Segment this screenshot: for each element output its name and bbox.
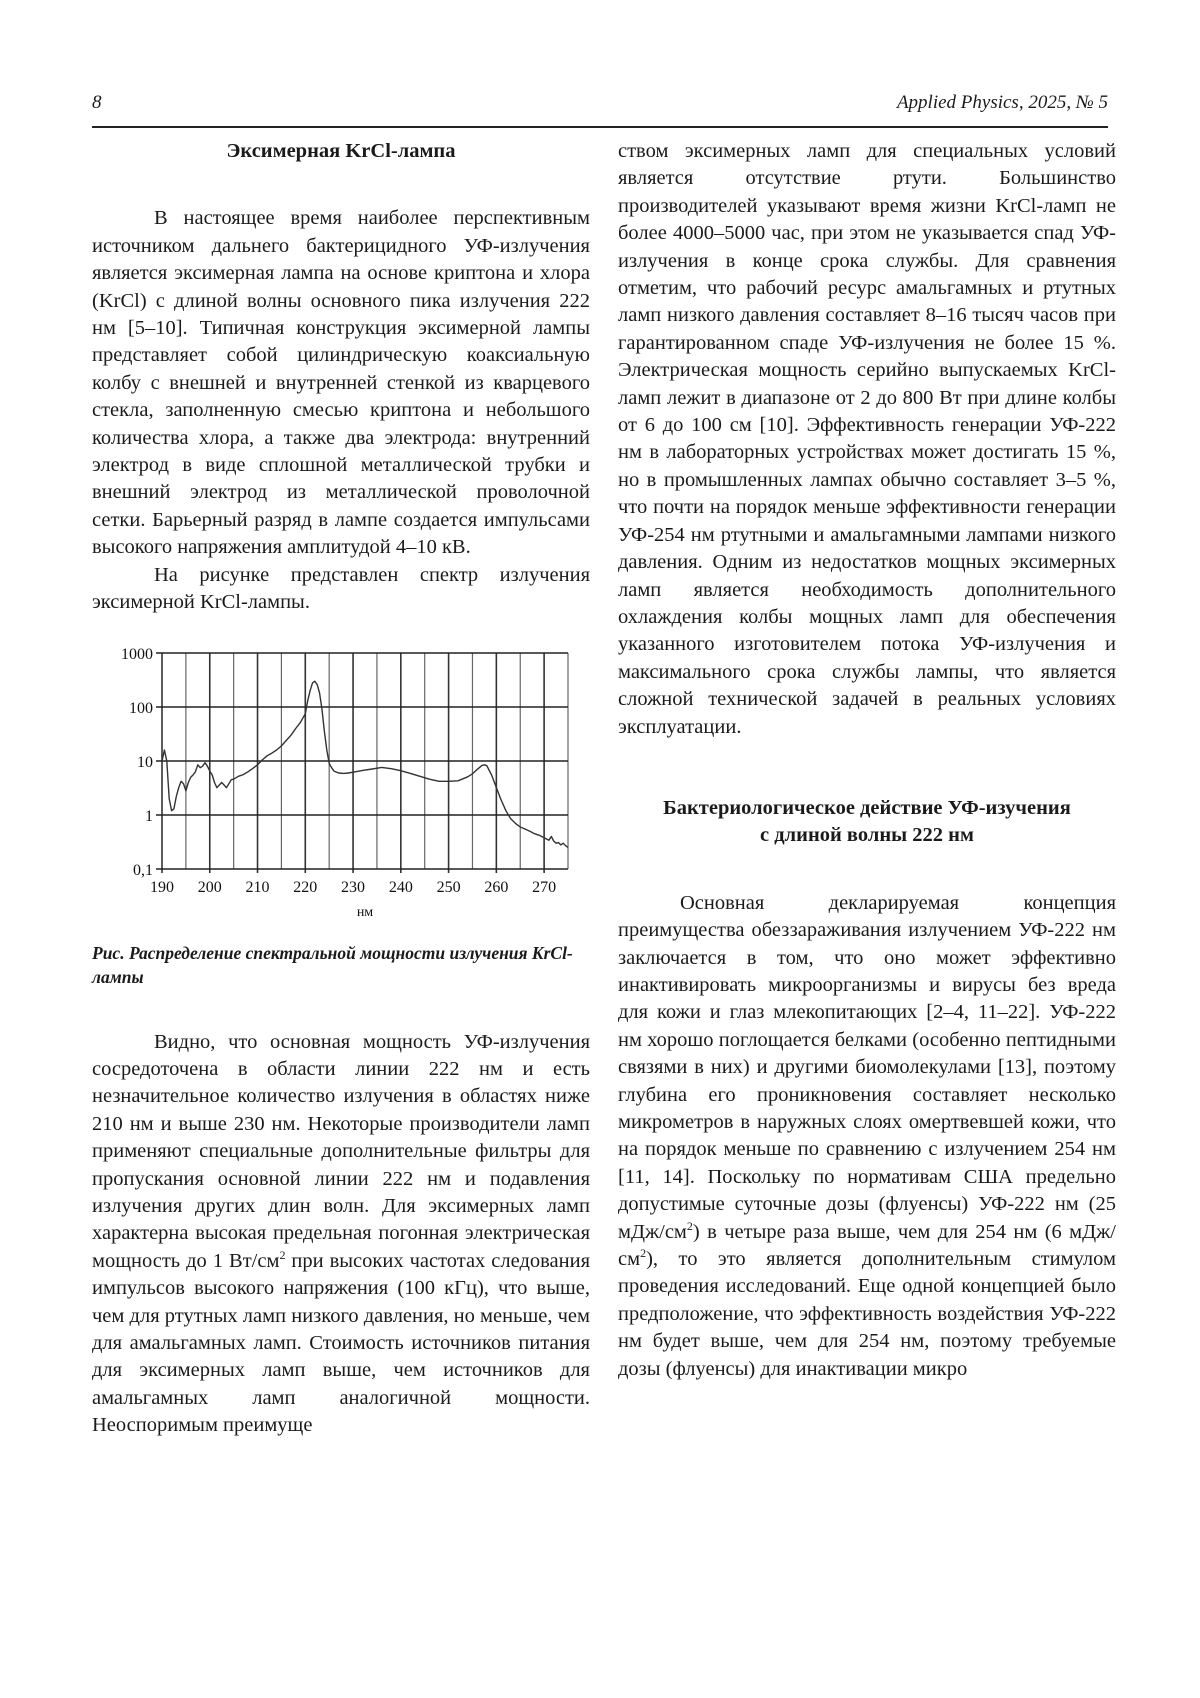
x-tick-label: 210 (245, 878, 270, 896)
text-run: Видно, что основная мощность УФ-излучения сосредоточена в области линии 222 нм и есть незначительное количество излучения в областях ниже 210 нм и выше 230 нм. Некоторые производители ламп применяют специальные дополнительные фильтры для пропускания основной линии 222 нм и подавления излучения других длин волн. Для эксимерных ламп характерна высокая предельная погонная электрическая мощность до 1 Вт/см (92, 1030, 590, 1272)
x-tick-label: 240 (388, 878, 413, 896)
x-tick-label: 230 (341, 878, 366, 896)
spacer (618, 850, 1116, 890)
superscript: 2 (279, 1247, 286, 1262)
y-tick-label: 0,1 (133, 861, 153, 879)
left-column (92, 138, 590, 1440)
superscript: 2 (640, 1246, 647, 1261)
x-tick-label: 250 (436, 878, 461, 896)
x-tick-label: 270 (532, 878, 557, 896)
section-title-line: Бактериологическое действие УФ-изучения (663, 796, 1071, 819)
spacer (92, 165, 590, 205)
spacer (92, 989, 590, 1029)
x-tick-label: 220 (293, 878, 318, 896)
paragraph-continued: ством эксимерных ламп для специальных условий является отсутствие ртути. Большинство производителей указывают время жизни KrCl-ламп не более 4000–5000 час, при этом не указывается спад УФ-излучения в конце срока службы. Для сравнения отметим, что рабочий ресурс амальгамных и ртутных ламп низкого давления составляет 8–16 тысяч часов при гарантированном спаде УФ-излучения не более 15 %. Электрическая мощность серийно выпускаемых KrCl-ламп лежит в диапазоне от 2 до 800 Вт при длине колбы от 6 до 100 см [10]. Эффективность генерации УФ-222 нм в лабораторных устройствах может достигать 15 %, но в промышленных лампах обычно составляет 3–5 %, что почти на порядок меньше эффективности генерации УФ-254 нм ртутными и амальгамными лампами низкого давления. Одним из недостатков мощных эксимерных ламп является необходимость дополнительного охлаждения колбы мощных ламп для обеспечения указанного изготовителем потока УФ-излучения и максимального срока службы лампы, что является сложной технической задачей в реальных условиях эксплуатации. (618, 140, 1116, 738)
figure-caption: Рис. Распределение спектральной мощности излучения KrCl-лампы (92, 942, 573, 987)
paragraph-intro: В настоящее время наиболее перспективным источником дальнего бактерицидного УФ-излучения является эксимерная лампа на основе криптона и хлора (KrCl) с длиной волны основного пика излучения 222 нм [5–10]. Типичная конструкция эксимерной лампы представляет собой цилиндрическую коаксиальную колбу с внешней и внутренней стенкой из кварцевого стекла, заполненную смесью криптона и небольшого количества хлора, а также два электрода: внутренний электрод в виде сплошной металлической трубки и внешний электрод из металлической проволочной сетки. Барьерный разряд в лампе создается импульсами высокого напряжения амплитудой 4–10 кВ. (92, 207, 590, 559)
right-column (618, 138, 1116, 1383)
section-title-line: с длиной волны 222 нм (760, 824, 974, 847)
journal-title: Applied Physics, 2025, № 5 (896, 92, 1108, 113)
running-head (92, 92, 1108, 118)
text-run: ) в четыре раза выше, чем для 254 нм (6 мДж/см (618, 1220, 1116, 1271)
y-tick-label: 100 (129, 699, 153, 717)
header-rule (92, 126, 1108, 128)
text-run: при высоких частотах следования импульсов высокого напряжения (100 кГц), что выше, чем для ртутных ламп низкого давления, но меньше, чем для амальгамных ламп. Стоимость источников питания для эксимерных ламп выше, чем источников для амальгамных ламп аналогичной мощности. Неоспоримым преимуще (92, 1249, 590, 1437)
spectrum-line (162, 681, 568, 847)
x-tick-label: 260 (484, 878, 509, 896)
section-title-krcl-lamp: Эксимерная KrCl-лампа (226, 140, 456, 162)
x-tick-label: 190 (150, 878, 174, 896)
y-tick-label: 1 (145, 807, 153, 825)
y-tick-label: 1000 (121, 645, 153, 663)
paragraph-uv222-concept (618, 890, 1116, 1383)
spacer (618, 741, 1116, 795)
spectrum-figure (92, 641, 590, 941)
paragraph-figure-ref: На рисунке представлен спектр излучения эксимерной KrCl-лампы. (92, 563, 590, 614)
text-run: Основная декларируемая концепция преимущества обеззараживания излучением УФ-222 нм заключается в том, что оно может эффективно инактивировать микроорганизмы и вирусы без вреда для кожи и глаз млекопитающих [2–4, 11–22]. УФ-222 нм хорошо поглощается белками (особенно пептидными связями в них) и другими биомолекулами [13], поэтому глубина его проникновения составляет несколько микрометров в наружных слоях омертвевшей кожи, что на порядок меньше по сравнению с излучением 254 нм [11, 14]. Поскольку по нормативам США предельно допустимые суточные дозы (флуенсы) УФ-222 нм (25 мДж/см (618, 891, 1116, 1243)
paragraph-spectrum-analysis (92, 1029, 590, 1440)
text-run: ), то это является дополнительным стимулом проведения исследований. Еще одной концепцией было предположение, что эффективность воздействия УФ-222 нм будет выше, чем для 254 нм, поэтому требуемые дозы (флуенсы) для инактивации микро (618, 1248, 1116, 1380)
page-number: 8 (92, 92, 102, 113)
spectrum-chart (92, 641, 590, 941)
x-axis-label: нм (356, 904, 374, 920)
y-tick-label: 10 (137, 753, 153, 771)
x-tick-label: 200 (197, 878, 222, 896)
superscript: 2 (686, 1218, 693, 1233)
section-title-bacteriological (618, 795, 1116, 850)
